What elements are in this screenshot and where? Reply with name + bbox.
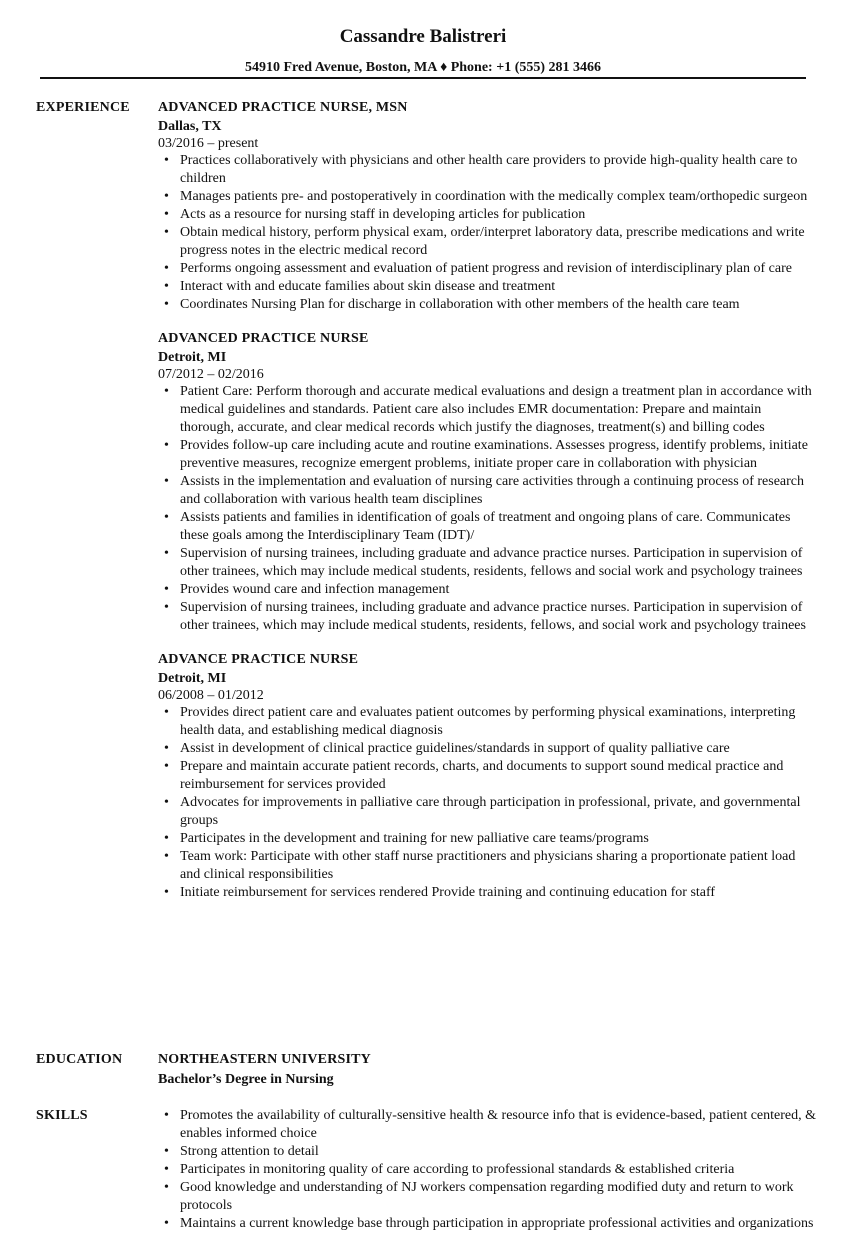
duty-item: • Provides direct patient care and evaluates patient outcomes by performing physical examinations, interpreting health data, and establishing medical diagnosis	[158, 704, 818, 740]
duty-item: • Provides wound care and infection management	[158, 581, 818, 599]
skill-item: • Maintains a current knowledge base through participation in appropriate professional activities and organizations	[158, 1215, 818, 1233]
duty-item: • Acts as a resource for nursing staff in developing articles for publication	[158, 206, 818, 224]
duty-item: • Manages patients pre- and postoperatively in coordination with the medically complex team/orthopedic surgeon	[158, 188, 818, 206]
duty-item: • Supervision of nursing trainees, including graduate and advance practice nurses. Participation in supervision of other trainees, which may include medical students, residents, fellows and social work and psychology trainees	[158, 545, 818, 581]
job-entry	[158, 651, 818, 902]
duty-item: • Participates in the development and training for new palliative care teams/programs	[158, 830, 818, 848]
contact-line: 54910 Fred Avenue, Boston, MA ♦ Phone: +1 (555) 281 3466	[244, 60, 602, 75]
duty-item: • Coordinates Nursing Plan for discharge in collaboration with other members of the health care team	[158, 296, 818, 314]
duty-item: • Prepare and maintain accurate patient records, charts, and documents to support sound medical practice and reimbursement for services provided	[158, 758, 818, 794]
duty-item: • Supervision of nursing trainees, including graduate and advance practice nurses. Participation in supervision of other trainees, which may include medical students, residents, fellows, and social work and psychology trainees	[158, 599, 818, 635]
degree-name: Bachelor’s Degree in Nursing	[158, 1072, 334, 1087]
job-duties-list	[158, 152, 818, 314]
duty-item: • Initiate reimbursement for services rendered Provide training and continuing education for staff	[158, 884, 818, 902]
experience-jobs	[158, 99, 818, 918]
job-location: Dallas, TX	[158, 119, 222, 134]
job-title: ADVANCED PRACTICE NURSE, MSN	[158, 100, 408, 115]
job-duties-list	[158, 704, 818, 902]
duty-item: • Team work: Participate with other staff nurse practitioners and physicians sharing a proportionate patient load and clinical responsibilities	[158, 848, 818, 884]
section-label-education: EDUCATION	[36, 1052, 123, 1067]
duty-item: • Provides follow-up care including acute and routine examinations. Assesses progress, identify problems, initiate preventive measures, recognize emergent problems, initiate proper care in collaboration with physician	[158, 437, 818, 473]
duty-item: • Assists patients and families in identification of goals of treatment and ongoing plans of care. Communicates these goals among the Interdisciplinary Team (IDT)/	[158, 509, 818, 545]
job-location: Detroit, MI	[158, 671, 227, 686]
section-label-experience: EXPERIENCE	[36, 100, 130, 115]
job-location: Detroit, MI	[158, 350, 227, 365]
candidate-name: Cassandre Balistreri	[339, 26, 507, 47]
job-dates: 07/2012 – 02/2016	[158, 367, 264, 382]
section-label-skills: SKILLS	[36, 1108, 88, 1123]
duty-item: • Obtain medical history, perform physical exam, order/interpret laboratory data, prescribe medications and write progress notes in the electric medical record	[158, 224, 818, 260]
skill-item: • Strong attention to detail	[158, 1143, 818, 1161]
duty-item: • Assist in development of clinical practice guidelines/standards in support of quality palliative care	[158, 740, 818, 758]
skills-body	[158, 1107, 818, 1233]
skills-list	[158, 1107, 818, 1233]
duty-item: • Assists in the implementation and evaluation of nursing care activities through a continuing process of research and collaboration with various health team disciplines	[158, 473, 818, 509]
job-dates: 06/2008 – 01/2012	[158, 688, 264, 703]
job-dates: 03/2016 – present	[158, 136, 259, 151]
job-entry	[158, 99, 818, 314]
job-duties-list	[158, 383, 818, 635]
job-entry	[158, 330, 818, 635]
duty-item: • Practices collaboratively with physicians and other health care providers to provide high-quality health care to children	[158, 152, 818, 188]
header-divider	[40, 77, 806, 79]
skill-item: • Promotes the availability of culturally-sensitive health & resource info that is evidence-based, patient centered, & enables informed choice	[158, 1107, 818, 1143]
skill-item: • Participates in monitoring quality of care according to professional standards & established criteria	[158, 1161, 818, 1179]
duty-item: • Advocates for improvements in palliative care through participation in professional, private, and governmental groups	[158, 794, 818, 830]
school-name: NORTHEASTERN UNIVERSITY	[158, 1052, 371, 1067]
education-body	[158, 1051, 818, 1089]
duty-item: • Patient Care: Perform thorough and accurate medical evaluations and design a treatment plan in accordance with medical guidelines and standards. Patient care also includes EMR documentation: Prepare and maintain thorough, accurate, and clear medical records which justify the diagnoses, treatment(s) and billing codes	[158, 383, 818, 437]
duty-item: • Performs ongoing assessment and evaluation of patient progress and revision of interdisciplinary plan of care	[158, 260, 818, 278]
skill-item: • Good knowledge and understanding of NJ workers compensation regarding modified duty and return to work protocols	[158, 1179, 818, 1215]
job-title: ADVANCE PRACTICE NURSE	[158, 652, 359, 667]
job-title: ADVANCED PRACTICE NURSE	[158, 331, 369, 346]
duty-item: • Interact with and educate families about skin disease and treatment	[158, 278, 818, 296]
